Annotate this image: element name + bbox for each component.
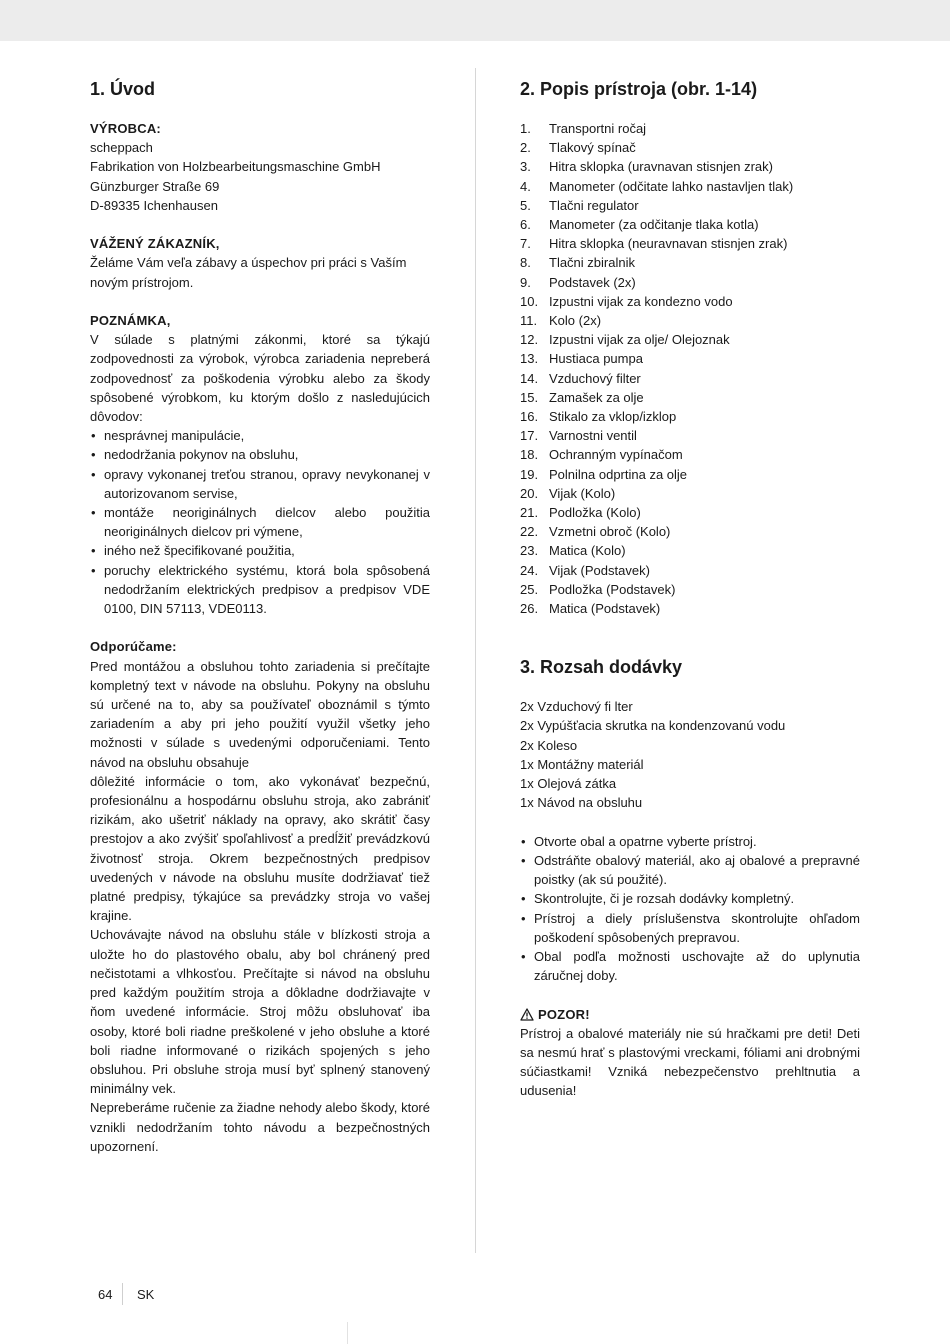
list-item: • nesprávnej manipulácie, (90, 426, 430, 445)
customer-text: Želáme Vám veľa zábavy a úspechov pri práci s Vaším novým prístrojom. (90, 255, 407, 290)
parts-list (520, 119, 860, 618)
list-item: 11. Kolo (2x) (520, 313, 602, 329)
page-number: 64 (98, 1286, 113, 1302)
footer-divider (122, 1283, 123, 1305)
section-title-description: 2. Popis prístroja (obr. 1-14) (520, 79, 758, 99)
manufacturer-line: Fabrikation von Holzbearbeitungsmaschine GmbH (90, 159, 381, 175)
list-item: • iného než špecifikované použitia, (90, 541, 430, 560)
list-item: • Odstráňte obalový materiál, ako aj obalové a prepravné poistky (ak sú použité). (520, 851, 860, 889)
list-item: 4. Manometer (odčitate lahko nastavljen tlak) (520, 178, 794, 194)
manufacturer-line: scheppach (90, 140, 153, 156)
note-bullet-list (90, 426, 430, 618)
warning-triangle-icon (520, 1008, 534, 1021)
list-item: 14. Vzduchový filter (520, 370, 641, 386)
scope-item: 1x Montážny materiál (520, 756, 644, 772)
left-column (90, 77, 430, 1156)
note-text: V súlade s platnými zákonmi, ktoré sa týkajú zodpovednosti za výrobok, výrobca zariadenia nepreberá zodpovednosť za poškodenia výrobku alebo za škody spôsobené výrobkom, ku ktorým došlo z nasledujúcich dôvodov: (90, 332, 430, 425)
customer-label: VÁŽENÝ ZÁKAZNÍK, (90, 236, 220, 252)
list-item: 7. Hitra sklopka (neuravnavan stisnjen zrak) (520, 236, 788, 252)
scope-item: 1x Olejová zátka (520, 776, 617, 792)
list-item: 10. Izpustni vijak za kondezno vodo (520, 293, 733, 309)
list-item: • Prístroj a diely príslušenstva skontrolujte ohľadom poškodení spôsobených prepravou. (520, 909, 860, 947)
recommend-paragraph: Pred montážou a obsluhou tohto zariadenia si prečítajte kompletný text v návode na obsluhu. Pokyny na obsluhu sú určené na to, aby sa používateľ oboznámil s týmto zariadením a aby pri jeho použití využil všetky jeho možnosti v súlade s uvedenými odporučeniami. Tento návod na obsluhu obsahuje (90, 658, 430, 770)
scope-item: 2x Koleso (520, 737, 578, 753)
list-item: 26. Matica (Podstavek) (520, 601, 661, 617)
list-item: 25. Podložka (Podstavek) (520, 581, 676, 597)
warning-heading (520, 1005, 860, 1024)
manufacturer-line: Günzburger Straße 69 (90, 178, 220, 194)
recommend-label: Odporúčame: (90, 639, 177, 655)
manufacturer-line: D-89335 Ichenhausen (90, 197, 218, 213)
list-item: 21. Podložka (Kolo) (520, 505, 641, 521)
section-title-intro: 1. Úvod (90, 79, 156, 99)
list-item: 22. Vzmetni obroč (Kolo) (520, 524, 671, 540)
list-item: 9. Podstavek (2x) (520, 274, 636, 290)
list-item: • opravy vykonanej treťou stranou, opravy nevykonanej v autorizovanom servise, (90, 465, 430, 503)
scope-item: 1x Návod na obsluhu (520, 795, 643, 811)
list-item: 8. Tlačni zbiralnik (520, 255, 635, 271)
recommend-paragraph: Nepreberáme ručenie za žiadne nehody alebo škody, ktoré vznikli nedodržaním tohto návodu a bezpečnostných upozornení. (90, 1100, 430, 1154)
warning-text: Prístroj a obalové materiály nie sú hračkami pre deti! Deti sa nesmú hrať s plastovými vreckami, fóliami ani drobnými súčiastkami! Vzniká nebezpečenstvo prehltnutia a udusenia! (520, 1025, 860, 1099)
list-item: 15. Zamašek za olje (520, 389, 644, 405)
note-label: POZNÁMKA, (90, 313, 171, 328)
list-item: 19. Polnilna odprtina za olje (520, 466, 688, 482)
list-item: 20. Vijak (Kolo) (520, 485, 616, 501)
recommend-paragraph: dôležité informácie o tom, ako vykonávať bezpečnú, profesionálnu a hospodárnu obsluhu stroja, ako zabrániť rizikám, ako ušetriť náklady na opravy, ako skrátiť časy prestojov a ako zvýšiť spoľahlivosť a predĺžiť prevádzkovú životnosť stroja. Okrem bezpečnostných predpisov uvedených v návode na obsluhu musíte dodržiavať tiež platné predpisy, týkajúce sa prevádzky stroja vo vašej krajine. (90, 773, 430, 924)
bottom-divider (347, 1322, 348, 1344)
list-item: 5. Tlačni regulator (520, 197, 639, 213)
list-item: • poruchy elektrického systému, ktorá bola spôsobená nedodržaním elektrických predpisov a predpisov VDE 0100, DIN 57113, VDE0113. (90, 561, 430, 619)
list-item: 17. Varnostni ventil (520, 428, 637, 444)
recommend-paragraph: Uchovávajte návod na obsluhu stále v blízkosti stroja a uložte ho do plastového obalu, aby bol chránený pred nečistotami a vlhkosťou. Prečítajte si návod na obsluhu pred každým použitím stroja a dôkladne dodržiavajte v ňom uvedené informácie. Stroj môžu obsluhovať iba osoby, ktoré boli riadne preškolené v jeho obsluhe a ktoré boli riadne informované o rizikách spojených s jeho obsluhou. Pri obsluhe stroja musí byť splnený stanovený minimálny vek. (90, 927, 430, 1097)
list-item: 12. Izpustni vijak za olje/ Olejoznak (520, 332, 730, 348)
list-item: 6. Manometer (za odčitanje tlaka kotla) (520, 217, 759, 233)
list-item: • nedodržania pokynov na obsluhu, (90, 445, 430, 464)
list-item: 13. Hustiaca pumpa (520, 351, 643, 367)
right-column (520, 77, 860, 1101)
list-item: 16. Stikalo za vklop/izklop (520, 409, 677, 425)
top-band (0, 0, 950, 41)
warning-label: POZOR! (538, 1006, 590, 1022)
list-item: 3. Hitra sklopka (uravnavan stisnjen zrak) (520, 159, 773, 175)
list-item: 18. Ochranným vypínačom (520, 447, 683, 463)
list-item: 24. Vijak (Podstavek) (520, 562, 650, 578)
manufacturer-label: VÝROBCA: (90, 121, 161, 136)
page-footer (98, 1283, 154, 1305)
scope-item: 2x Vypúšťacia skrutka na kondenzovanú vodu (520, 718, 786, 734)
list-item: • montáže neoriginálnych dielcov alebo použitia neoriginálnych dielcov pri výmene, (90, 503, 430, 541)
language-code: SK (137, 1286, 155, 1302)
list-item: 2. Tlakový spínač (520, 140, 636, 156)
list-item: • Skontrolujte, či je rozsah dodávky kompletný. (520, 889, 860, 908)
scope-bullet-list (520, 832, 860, 986)
list-item: 1. Transportni ročaj (520, 121, 647, 136)
list-item: 23. Matica (Kolo) (520, 543, 626, 559)
list-item: • Obal podľa možnosti uschovajte až do uplynutia záručnej doby. (520, 947, 860, 985)
column-divider (475, 68, 476, 1253)
scope-item: 2x Vzduchový fi lter (520, 699, 633, 715)
section-title-scope: 3. Rozsah dodávky (520, 657, 683, 678)
list-item: • Otvorte obal a opatrne vyberte prístroj. (520, 832, 860, 851)
